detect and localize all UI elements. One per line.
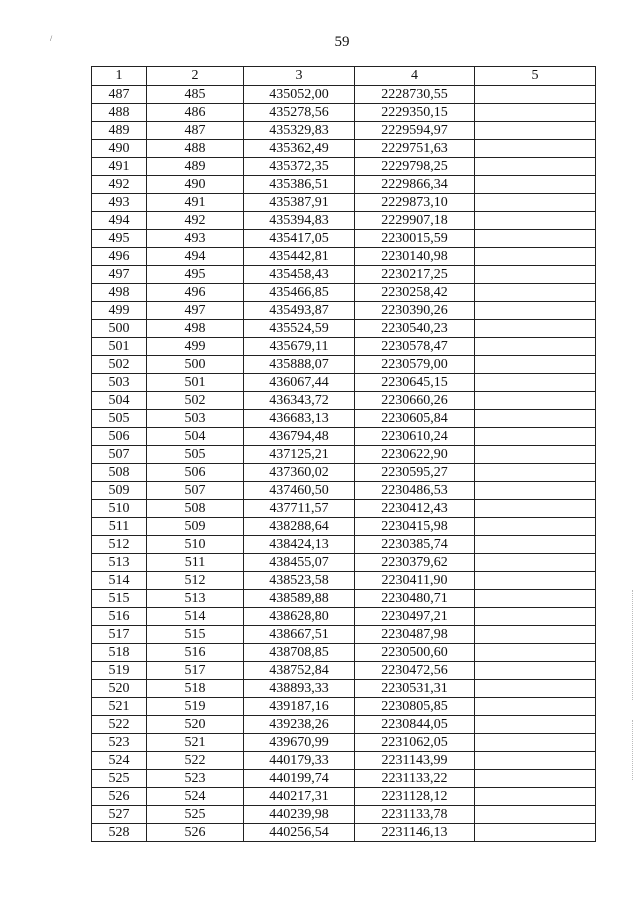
table-cell-col2: 520 [147,716,244,734]
table-cell-col4: 2230844,05 [355,716,475,734]
table-cell-col1: 500 [92,320,147,338]
table-row [92,572,596,590]
table-cell-col2: 521 [147,734,244,752]
table-cell-col5 [475,680,596,698]
table-cell-col1: 505 [92,410,147,428]
table-cell-col3: 438752,84 [244,662,355,680]
table-cell-col4: 2230486,53 [355,482,475,500]
table-cell-col5 [475,824,596,842]
table-row [92,752,596,770]
table-cell-col2: 525 [147,806,244,824]
table-cell-col1: 511 [92,518,147,536]
table-cell-col1: 527 [92,806,147,824]
table-row [92,374,596,392]
table-row [92,500,596,518]
table-row [92,230,596,248]
table-cell-col4: 2229798,25 [355,158,475,176]
table-cell-col3: 439187,16 [244,698,355,716]
table-cell-col4: 2229751,63 [355,140,475,158]
table-cell-col2: 490 [147,176,244,194]
table-cell-col2: 503 [147,410,244,428]
table-cell-col2: 513 [147,590,244,608]
table-cell-col3: 435524,59 [244,320,355,338]
table-row [92,140,596,158]
table-cell-col2: 518 [147,680,244,698]
table-cell-col4: 2230531,31 [355,680,475,698]
table-cell-col3: 435329,83 [244,122,355,140]
table-cell-col1: 509 [92,482,147,500]
table-cell-col4: 2230622,90 [355,446,475,464]
table-cell-col3: 438589,88 [244,590,355,608]
table-cell-col4: 2230578,47 [355,338,475,356]
table-cell-col2: 511 [147,554,244,572]
table-cell-col2: 489 [147,158,244,176]
table-cell-col5 [475,536,596,554]
table-cell-col3: 438628,80 [244,608,355,626]
table-cell-col5 [475,554,596,572]
table-header-row [92,67,596,86]
table-cell-col5 [475,410,596,428]
table-cell-col3: 438893,33 [244,680,355,698]
table-cell-col1: 487 [92,86,147,104]
table-cell-col5 [475,122,596,140]
table-row [92,464,596,482]
table-row [92,392,596,410]
table-cell-col2: 517 [147,662,244,680]
table-cell-col5 [475,482,596,500]
table-cell-col3: 435442,81 [244,248,355,266]
table-cell-col4: 2230385,74 [355,536,475,554]
table-cell-col3: 438288,64 [244,518,355,536]
table-row [92,410,596,428]
table-cell-col3: 440256,54 [244,824,355,842]
table-row [92,122,596,140]
table-row [92,158,596,176]
table-row [92,554,596,572]
table-cell-col1: 489 [92,122,147,140]
table-cell-col2: 497 [147,302,244,320]
table-cell-col4: 2230497,21 [355,608,475,626]
table-header [92,67,596,86]
table-cell-col1: 506 [92,428,147,446]
table-row [92,788,596,806]
table-cell-col5 [475,176,596,194]
table-cell-col2: 495 [147,266,244,284]
table-cell-col2: 492 [147,212,244,230]
table-cell-col5 [475,518,596,536]
table-row [92,824,596,842]
table-cell-col1: 528 [92,824,147,842]
table-cell-col3: 437125,21 [244,446,355,464]
table-cell-col1: 494 [92,212,147,230]
table-cell-col5 [475,158,596,176]
table-cell-col3: 438667,51 [244,626,355,644]
table-cell-col1: 510 [92,500,147,518]
table-cell-col4: 2230487,98 [355,626,475,644]
table-cell-col2: 501 [147,374,244,392]
table-cell-col4: 2230379,62 [355,554,475,572]
table-cell-col1: 520 [92,680,147,698]
table-cell-col4: 2231143,99 [355,752,475,770]
page-number: 59 [334,34,350,50]
table-cell-col3: 435888,07 [244,356,355,374]
table-cell-col5 [475,500,596,518]
table-cell-col4: 2231128,12 [355,788,475,806]
table-cell-col4: 2230579,00 [355,356,475,374]
table-cell-col3: 438455,07 [244,554,355,572]
table-cell-col2: 505 [147,446,244,464]
table-cell-col2: 506 [147,464,244,482]
table-cell-col5 [475,572,596,590]
table-cell-col3: 435458,43 [244,266,355,284]
margin-scan-mark-lower [632,720,634,780]
table-cell-col1: 503 [92,374,147,392]
table-cell-col5 [475,320,596,338]
table-cell-col3: 435417,05 [244,230,355,248]
table-row [92,194,596,212]
table-row [92,698,596,716]
table-cell-col3: 435394,83 [244,212,355,230]
table-cell-col3: 437711,57 [244,500,355,518]
table-cell-col1: 513 [92,554,147,572]
table-cell-col3: 438708,85 [244,644,355,662]
table-cell-col4: 2231062,05 [355,734,475,752]
table-cell-col2: 496 [147,284,244,302]
table-cell-col4: 2230472,56 [355,662,475,680]
table-row [92,284,596,302]
table-cell-col4: 2231133,78 [355,806,475,824]
table-cell-col4: 2230390,26 [355,302,475,320]
table-row [92,212,596,230]
table-cell-col5 [475,374,596,392]
table-cell-col2: 493 [147,230,244,248]
table-cell-col5 [475,356,596,374]
table-row [92,266,596,284]
table-cell-col1: 521 [92,698,147,716]
table-cell-col2: 502 [147,392,244,410]
column-header-4: 4 [355,67,475,86]
table-cell-col4: 2230660,26 [355,392,475,410]
table-cell-col2: 504 [147,428,244,446]
table-cell-col5 [475,212,596,230]
table-cell-col4: 2230412,43 [355,500,475,518]
table-cell-col4: 2228730,55 [355,86,475,104]
table-row [92,446,596,464]
table-row [92,428,596,446]
table-cell-col4: 2230805,85 [355,698,475,716]
table-row [92,644,596,662]
table-cell-col5 [475,230,596,248]
table-cell-col1: 490 [92,140,147,158]
table-cell-col1: 519 [92,662,147,680]
table-cell-col3: 436343,72 [244,392,355,410]
table-cell-col4: 2230411,90 [355,572,475,590]
table-row [92,662,596,680]
table-row [92,608,596,626]
table-cell-col4: 2230595,27 [355,464,475,482]
table-row [92,338,596,356]
table-cell-col4: 2230217,25 [355,266,475,284]
table-cell-col1: 499 [92,302,147,320]
table-row [92,248,596,266]
table-cell-col5 [475,644,596,662]
table-cell-col3: 436683,13 [244,410,355,428]
table-cell-col1: 526 [92,788,147,806]
table-cell-col3: 435052,00 [244,86,355,104]
table-cell-col3: 435362,49 [244,140,355,158]
table-cell-col4: 2230415,98 [355,518,475,536]
table-cell-col1: 498 [92,284,147,302]
table-cell-col1: 512 [92,536,147,554]
table-cell-col3: 437460,50 [244,482,355,500]
table-cell-col5 [475,806,596,824]
table-cell-col1: 522 [92,716,147,734]
table-cell-col5 [475,662,596,680]
table-row [92,320,596,338]
table-cell-col2: 509 [147,518,244,536]
table-cell-col2: 512 [147,572,244,590]
table-cell-col2: 494 [147,248,244,266]
table-cell-col4: 2230480,71 [355,590,475,608]
margin-scan-mark-upper [632,590,634,700]
table-cell-col4: 2231146,13 [355,824,475,842]
table-cell-col3: 435493,87 [244,302,355,320]
table-row [92,590,596,608]
table-cell-col5 [475,752,596,770]
table-cell-col1: 491 [92,158,147,176]
table-row [92,104,596,122]
table-cell-col1: 518 [92,644,147,662]
table-cell-col1: 516 [92,608,147,626]
table-cell-col5 [475,302,596,320]
table-cell-col5 [475,446,596,464]
table-cell-col5 [475,698,596,716]
table-cell-col2: 491 [147,194,244,212]
table-cell-col4: 2230605,84 [355,410,475,428]
table-cell-col2: 522 [147,752,244,770]
column-header-3: 3 [244,67,355,86]
table-cell-col2: 514 [147,608,244,626]
table-cell-col5 [475,392,596,410]
column-header-2: 2 [147,67,244,86]
table-cell-col5 [475,428,596,446]
table-row [92,716,596,734]
table-cell-col2: 500 [147,356,244,374]
table-row [92,806,596,824]
table-cell-col1: 496 [92,248,147,266]
scan-speck: / [50,34,53,43]
table-cell-col3: 438523,58 [244,572,355,590]
table-cell-col1: 501 [92,338,147,356]
table-cell-col3: 440217,31 [244,788,355,806]
table-cell-col2: 499 [147,338,244,356]
table-cell-col4: 2229594,97 [355,122,475,140]
table-row [92,356,596,374]
table-cell-col3: 435387,91 [244,194,355,212]
table-cell-col5 [475,284,596,302]
table-cell-col5 [475,104,596,122]
table-cell-col1: 523 [92,734,147,752]
table-cell-col5 [475,608,596,626]
table-cell-col3: 440239,98 [244,806,355,824]
table-cell-col2: 515 [147,626,244,644]
table-cell-col3: 436067,44 [244,374,355,392]
table-cell-col3: 439670,99 [244,734,355,752]
table-cell-col4: 2229866,34 [355,176,475,194]
table-row [92,626,596,644]
table-cell-col1: 502 [92,356,147,374]
table-cell-col5 [475,338,596,356]
table-cell-col4: 2230015,59 [355,230,475,248]
table-row [92,536,596,554]
table-cell-col1: 495 [92,230,147,248]
table-cell-col3: 439238,26 [244,716,355,734]
table-cell-col2: 498 [147,320,244,338]
table-cell-col4: 2229873,10 [355,194,475,212]
table-cell-col4: 2229350,15 [355,104,475,122]
table-cell-col1: 517 [92,626,147,644]
table-cell-col1: 524 [92,752,147,770]
table-cell-col1: 488 [92,104,147,122]
table-cell-col2: 508 [147,500,244,518]
table-cell-col4: 2231133,22 [355,770,475,788]
table-cell-col3: 438424,13 [244,536,355,554]
column-header-1: 1 [92,67,147,86]
table-row [92,770,596,788]
table-cell-col3: 440199,74 [244,770,355,788]
table-cell-col3: 435466,85 [244,284,355,302]
table-cell-col2: 510 [147,536,244,554]
table-cell-col4: 2230645,15 [355,374,475,392]
table-cell-col4: 2230258,42 [355,284,475,302]
table-cell-col2: 507 [147,482,244,500]
table-cell-col3: 435679,11 [244,338,355,356]
table-cell-col3: 436794,48 [244,428,355,446]
table-cell-col4: 2230610,24 [355,428,475,446]
table-row [92,482,596,500]
table-cell-col1: 515 [92,590,147,608]
table-row [92,518,596,536]
table-cell-col5 [475,464,596,482]
table-cell-col5 [475,626,596,644]
table-cell-col2: 487 [147,122,244,140]
table-cell-col2: 526 [147,824,244,842]
table-cell-col2: 488 [147,140,244,158]
table-cell-col2: 519 [147,698,244,716]
table-cell-col2: 523 [147,770,244,788]
table-cell-col4: 2229907,18 [355,212,475,230]
table-cell-col5 [475,140,596,158]
table-cell-col5 [475,86,596,104]
table-cell-col3: 437360,02 [244,464,355,482]
table-cell-col5 [475,590,596,608]
table-cell-col1: 504 [92,392,147,410]
table-cell-col5 [475,194,596,212]
column-header-5: 5 [475,67,596,86]
table-cell-col1: 493 [92,194,147,212]
table-cell-col5 [475,734,596,752]
table-cell-col1: 497 [92,266,147,284]
table-cell-col1: 508 [92,464,147,482]
table-cell-col3: 435386,51 [244,176,355,194]
table-cell-col3: 435372,35 [244,158,355,176]
table-row [92,680,596,698]
table-cell-col3: 435278,56 [244,104,355,122]
table-cell-col2: 486 [147,104,244,122]
table-cell-col1: 514 [92,572,147,590]
table-row [92,302,596,320]
table-cell-col4: 2230540,23 [355,320,475,338]
table-cell-col4: 2230140,98 [355,248,475,266]
table-cell-col2: 516 [147,644,244,662]
table-cell-col1: 507 [92,446,147,464]
table-cell-col2: 524 [147,788,244,806]
table-cell-col5 [475,788,596,806]
table-cell-col2: 485 [147,86,244,104]
table-body [92,86,596,842]
table-cell-col5 [475,266,596,284]
table-row [92,734,596,752]
table-cell-col4: 2230500,60 [355,644,475,662]
table-row [92,86,596,104]
table-cell-col5 [475,248,596,266]
table-cell-col3: 440179,33 [244,752,355,770]
table-cell-col1: 492 [92,176,147,194]
table-cell-col5 [475,770,596,788]
coordinates-table [91,66,596,842]
table-cell-col5 [475,716,596,734]
table-cell-col1: 525 [92,770,147,788]
table-row [92,176,596,194]
